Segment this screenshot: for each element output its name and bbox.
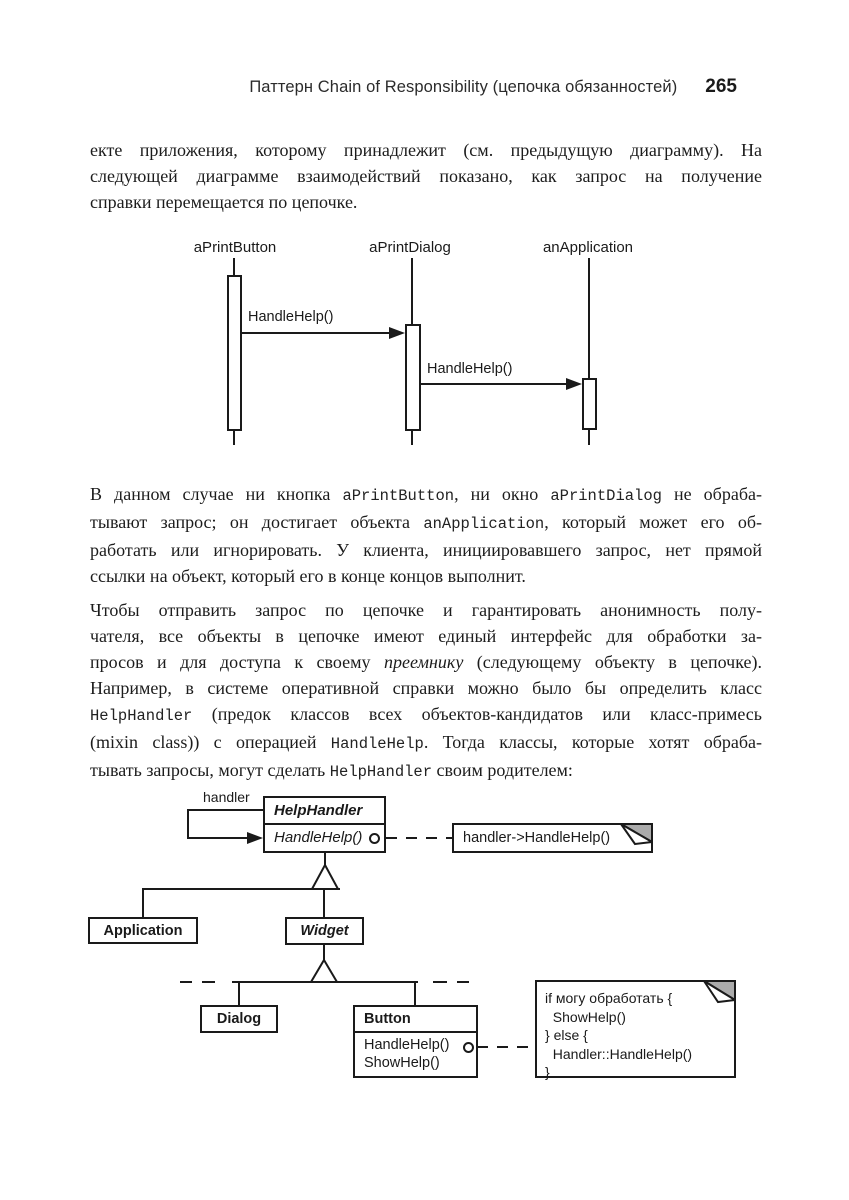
- note-box-1: [452, 823, 653, 853]
- note-connector-1: [386, 837, 452, 839]
- lifeline-tail-aprintdialog: [411, 431, 413, 445]
- class-title-compartment: [265, 798, 384, 825]
- branch-to-button: [414, 981, 416, 1005]
- lifeline-label-aprintdialog: aPrintDialog: [369, 239, 451, 256]
- class-name-button: Button: [364, 1011, 411, 1027]
- note-connector-2: [477, 1046, 535, 1048]
- message-line-2: [421, 383, 567, 385]
- note-fold-icon: [703, 980, 736, 1004]
- chapter-title: Паттерн Chain of Responsibility (цепочка обязанностей): [249, 78, 678, 96]
- class-name-widget: Widget: [300, 923, 349, 939]
- paragraph-2: [90, 481, 762, 589]
- handler-loop-side: [187, 809, 189, 839]
- text-line: чателя, все объекты в цепочке имеют единый интерфейс для обработки за-: [90, 626, 762, 646]
- text-line: HelpHandler (предок классов всех объектов-кандидатов или класс-примесь: [90, 704, 762, 725]
- text-line: просов и для доступа к своему преемнику (следующему объекту в цепочке).: [90, 652, 763, 672]
- class-title-compartment: [355, 1007, 476, 1033]
- class-name-helphandler: HelpHandler: [274, 802, 363, 819]
- operation-handlehelp: HandleHelp(): [274, 829, 363, 846]
- note-box-2: [535, 980, 736, 1078]
- ellipsis-dash: [180, 981, 192, 983]
- lifeline-aprintbutton: [233, 258, 235, 275]
- lifeline-anapplication: [588, 258, 590, 378]
- lifeline-aprintdialog: [411, 258, 413, 324]
- lifeline-tail-aprintbutton: [233, 431, 235, 445]
- operation-showhelp: ShowHelp(): [364, 1055, 440, 1071]
- class-name-application: Application: [103, 922, 183, 939]
- class-operations-compartment: [355, 1033, 476, 1072]
- message-label-2: HandleHelp(): [427, 361, 513, 377]
- lifeline-label-anapplication: anApplication: [542, 239, 634, 256]
- activation-bar-aprintbutton: [227, 275, 242, 431]
- note-line: Handler::HandleHelp(): [545, 1045, 693, 1062]
- paragraph-1: [90, 137, 762, 215]
- branch-to-application: [142, 888, 144, 917]
- handler-loop-top: [187, 809, 263, 811]
- ellipsis-dash: [202, 981, 215, 983]
- inheritance-bus-2: [232, 981, 418, 983]
- handler-association-label: handler: [203, 789, 250, 805]
- note-fold-icon: [620, 823, 653, 846]
- class-box-dialog: [200, 1005, 278, 1033]
- note-line: } else {: [545, 1027, 588, 1043]
- text-line: (mixin class)) с операцией HandleHelp. Тогда классы, которые хотят обраба-: [90, 732, 762, 753]
- arrowhead-icon: [389, 327, 405, 339]
- text-line: справки перемещается по цепочке.: [90, 192, 358, 212]
- activation-bar-aprintdialog: [405, 324, 421, 431]
- operation-handlehelp: HandleHelp(): [364, 1037, 450, 1053]
- class-name-dialog: Dialog: [216, 1011, 262, 1027]
- text-line: работать или игнорировать. У клиента, инициировавшего запрос, нет прямой: [90, 540, 762, 560]
- handler-loop-bottom: [187, 837, 250, 839]
- ellipsis-dash: [457, 981, 469, 983]
- message-line-1: [242, 332, 391, 334]
- text-line: тывают запрос; он достигает объекта anApplication, который может его об-: [90, 512, 762, 533]
- text-line: В данном случае ни кнопка aPrintButton, ни окно aPrintDialog не обраба-: [90, 484, 762, 505]
- page-number: 265: [705, 76, 737, 97]
- note-line: ShowHelp(): [545, 1008, 626, 1025]
- lifeline-label-aprintbutton: aPrintButton: [193, 239, 277, 256]
- message-label-1: HandleHelp(): [248, 309, 334, 325]
- activation-bar-anapplication: [582, 378, 597, 430]
- text-line: тывать запросы, могут сделать HelpHandler своим родителем:: [90, 760, 573, 781]
- paragraph-3: [90, 597, 762, 785]
- class-operations-compartment: [265, 825, 384, 847]
- class-box-button: [353, 1005, 478, 1078]
- branch-to-widget: [323, 888, 325, 917]
- implementation-circle-icon: [369, 833, 380, 844]
- lifeline-tail-anapplication: [588, 430, 590, 445]
- arrowhead-icon: [247, 832, 263, 844]
- branch-to-dialog: [238, 981, 240, 1005]
- inheritance-bus-1: [143, 888, 340, 890]
- text-line: Чтобы отправить запрос по цепочке и гарантировать анонимность полу-: [90, 600, 762, 620]
- text-line: следующей диаграмме взаимодействий показано, как запрос на получение: [90, 166, 762, 186]
- note-1-text: handler->HandleHelp(): [463, 830, 611, 846]
- class-box-application: [88, 917, 198, 944]
- class-box-helphandler: [263, 796, 386, 853]
- ellipsis-dash: [433, 981, 447, 983]
- text-line: Например, в системе оперативной справки можно было бы определить класс: [90, 678, 762, 698]
- implementation-circle-icon: [463, 1042, 474, 1053]
- class-box-widget: [285, 917, 364, 945]
- text-line: екте приложения, которому принадлежит (см. предыдущую диаграмму). На: [90, 140, 762, 160]
- arrowhead-icon: [566, 378, 582, 390]
- inheritance-triangle-icon: [310, 863, 340, 891]
- note-line: }: [545, 1064, 550, 1080]
- running-head: [249, 76, 737, 98]
- text-line: ссылки на объект, который его в конце концов выполнит.: [90, 566, 526, 586]
- note-line: if могу обработать {: [545, 990, 673, 1006]
